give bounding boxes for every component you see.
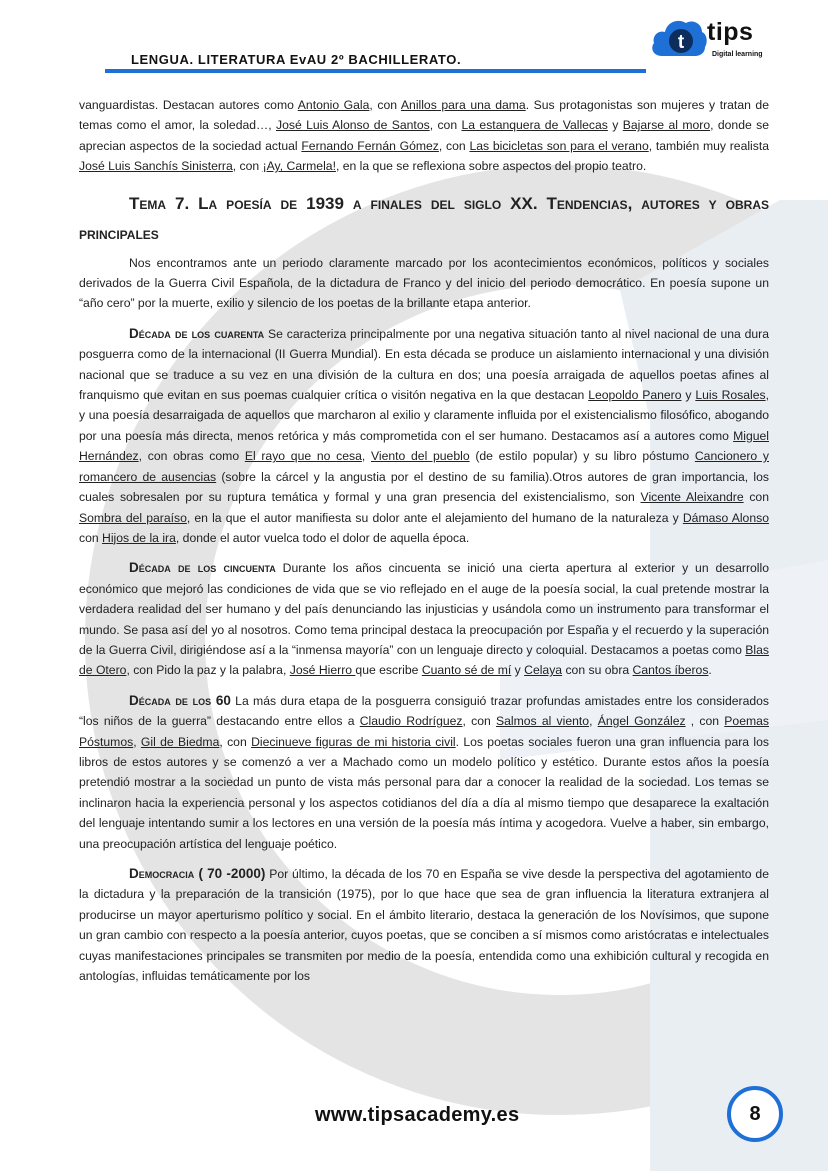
section-heading: Democracia ( 70 -2000) <box>129 866 266 881</box>
text-run: , con <box>219 734 252 749</box>
work-link: Bajarse al moro <box>622 118 711 133</box>
intro-paragraph <box>79 95 769 177</box>
text-run: , con <box>429 118 462 133</box>
text-run: con <box>743 490 769 505</box>
work-link: Cuanto sé de mí <box>421 663 512 678</box>
text-run: , en la que el autor manifiesta su dolor ante el alejamiento del humano de la naturaleza y <box>186 510 683 525</box>
work-link: Salmos al viento <box>495 714 590 729</box>
work-link: Poemas Póstumos <box>79 714 769 749</box>
page-header <box>0 0 828 80</box>
author-link: José Luis Alonso de Santos <box>275 118 430 133</box>
text-run: , en la que se reflexiona sobre aspectos del propio teatro. <box>335 159 647 174</box>
text-run: , con <box>369 98 401 112</box>
work-link: Las bicicletas son para el verano <box>469 138 649 153</box>
text-run: , también muy realista <box>648 138 770 153</box>
text-run: con su obra <box>562 663 633 678</box>
author-link: Ángel González <box>597 714 686 729</box>
author-link: Blas de Otero <box>79 642 769 678</box>
forties-paragraph <box>79 324 769 548</box>
text-run: . Los poetas sociales fueron una gran influencia para los libros de estos autores y se comenzó a ver a Machado como un modelo político y estético. Durante estos años la poesía pretendió mostrar a la sociedad un punto de vista más personal para dar a conocer la realidad de la sociedad. Los temas se inclinaron hacia la experiencia personal y los aspectos cotidianos del día a día al mismo tiempo que desaparece la exaltación del lenguaje intentando sumir a los lectores en una versión de la poesía más íntima y acogedora. Vuelve a haber, sin embargo, una preocupación artística del lenguaje poético. <box>79 734 769 851</box>
text-run: y <box>681 388 696 403</box>
text-run: , y una poesía desarraigada de aquellos que marcharon al exilio y claramente influida por el existencialismo filosófico, abogando por una poesía más directa, menos retórica y más comprometida con el ser humano. Destacamos así a autores como <box>79 388 769 443</box>
author-link: José Hierro <box>289 663 356 678</box>
logo-letter: t <box>677 32 685 53</box>
text-run: Se caracteriza principalmente por una negativa situación tanto al nivel nacional de una dura posguerra como de la internacional (II Guerra Mundial). En esta década se produce un aislamiento internacional y una división nacional que se traduce a su vez en una división de la cultura en dos; una poesía arraigada de aquellos poetas afines al franquismo que evitan en sus poemas cualquier crítica o visitón negativa en la que destacan <box>79 326 769 403</box>
democracy-paragraph <box>79 864 769 986</box>
section-heading: Década de los cincuenta <box>129 560 276 576</box>
work-link: Viento del pueblo <box>370 449 470 464</box>
text-run: , con <box>462 714 496 729</box>
fifties-paragraph <box>79 558 769 680</box>
author-link: Claudio Rodríguez <box>359 714 463 729</box>
section-heading: Década de los cuarenta <box>129 325 265 341</box>
text-run: Durante los años cincuenta se inició una cierta apertura al exterior y un desarrollo económico que mejoró las condiciones de vida que se vio reflejado en el auge de la poesía social, la cual pretende mostrar la verdadera realidad del ser humano y del país denunciando las injusticias y usándola como un instrumento para transformar el mundo. Se pasa así del yo al nosotros. Como tema principal destaca la preocupación por España y el recuerdo y la superación de la Guerra Civil, dirigiéndose así a la “inmensa mayoría” con un lenguaje directo y coloquial. Destacamos a poetas como <box>79 561 769 657</box>
work-link: La estanquera de Vallecas <box>461 118 608 133</box>
work-link: El rayo que no cesa <box>244 449 362 464</box>
text-run: Por último, la década de los 70 en España se vive desde la perspectiva del agotamiento de la dictadura y la preparación de la transición (1975), por lo que hace que sea de gran influencia la literatura extranjera al producirse un mayor aperturismo político y social. En el ámbito literario, destaca la generación de los Novísimos, que supone un gran cambio con respecto a la poesía anterior, cuyos poetas, que se conciben a sí mismos como aristócratas e intelectuales cuyas manifestaciones principales se transmiten por medio de la poesía, entendida como una exhibición cultural y recogida en antologías, influidas temáticamente por los <box>79 867 769 984</box>
header-title: LENGUA. LITERATURA EvAU 2º BACHILLERATO. <box>131 52 462 67</box>
text-run: Nos encontramos ante un periodo claramente marcado por los acontecimientos económicos, políticos y sociales derivados de la Guerra Civil Española, de la dictadura de Franco y del inicio del periodo democrático. En poesía supone un “año cero” por la muerte, exilio y silencio de los poetas de la brillante etapa anterior. <box>79 255 769 311</box>
text-run: , donde se aprecian aspectos de la sociedad actual <box>79 118 770 153</box>
work-link: Cancionero y romancero de ausencias <box>79 449 769 484</box>
work-link: Cantos íberos <box>632 663 709 678</box>
author-link: Antonio Gala <box>297 98 370 112</box>
topic-intro-paragraph <box>79 253 769 314</box>
text-run: (de estilo popular) y su libro póstumo <box>469 449 695 464</box>
logo-word: tips <box>707 18 754 46</box>
text-run: , <box>589 714 598 729</box>
author-link: Miguel Hernández <box>79 428 769 464</box>
text-run: , con <box>438 138 470 153</box>
text-run: La más dura etapa de la posguerra consiguió trazar profundas amistades entre los considerados “los niños de la guerra” destacando entre ellos a <box>79 693 769 729</box>
work-link: Hijos de la ira <box>102 530 176 545</box>
author-link: Leopoldo Panero <box>588 388 682 403</box>
text-run: , con obras como <box>138 449 245 464</box>
work-link: Anillos para una dama <box>400 98 526 112</box>
section-heading: Década de los 60 <box>129 692 231 708</box>
work-link: ¡Ay, Carmela! <box>262 159 336 174</box>
page-number: 8 <box>727 1086 783 1142</box>
author-link: Gil de Biedma <box>140 734 220 749</box>
text-run: con <box>79 530 103 545</box>
text-run: , con <box>685 714 725 729</box>
cloud-logo-icon <box>650 14 708 60</box>
logo-tagline: Digital learning <box>712 51 763 58</box>
author-link: Fernando Fernán Gómez <box>301 138 439 153</box>
topic-title: Tema 7. La poesía de 1939 a finales del siglo XX. Tendencias, autores y obras principales <box>79 193 769 243</box>
document-body <box>79 95 769 996</box>
footer-url: www.tipsacademy.es <box>315 1104 520 1126</box>
text-run: y <box>511 663 525 678</box>
work-link: Diecinueve figuras de mi historia civil <box>251 734 456 749</box>
sixties-paragraph <box>79 691 769 854</box>
author-link: Celaya <box>524 663 563 678</box>
text-run: , <box>133 734 141 749</box>
text-run: , con <box>232 159 263 174</box>
text-run: (sobre la cárcel y la angustia por el destino de su familia).Otros autores de gran importancia, los cuales sobresalen por su ruptura temática y formal y una gran presencia del existencialismo, son <box>79 469 769 505</box>
topic-heading <box>79 189 769 249</box>
author-link: Dámaso Alonso <box>682 510 769 525</box>
author-link: José Luis Sanchís Sinisterra <box>79 159 233 174</box>
text-run: vanguardistas. Destacan autores como <box>79 98 298 112</box>
text-run: y <box>607 118 623 133</box>
header-rule <box>105 69 646 73</box>
text-run: , con Pido la paz y la palabra, <box>126 663 290 678</box>
text-run: que escribe <box>355 663 422 678</box>
author-link: Vicente Aleixandre <box>640 490 744 505</box>
text-run: . <box>708 663 712 678</box>
author-link: Luis Rosales <box>695 388 766 403</box>
work-link: Sombra del paraíso <box>79 510 187 525</box>
text-run: . Sus protagonistas son mujeres y tratan de temas como el amor, la soledad…, <box>79 98 769 133</box>
tips-logo <box>650 14 780 60</box>
text-run: , donde el autor vuelca todo el dolor de aquella época. <box>175 530 470 545</box>
text-run: , <box>361 449 371 464</box>
